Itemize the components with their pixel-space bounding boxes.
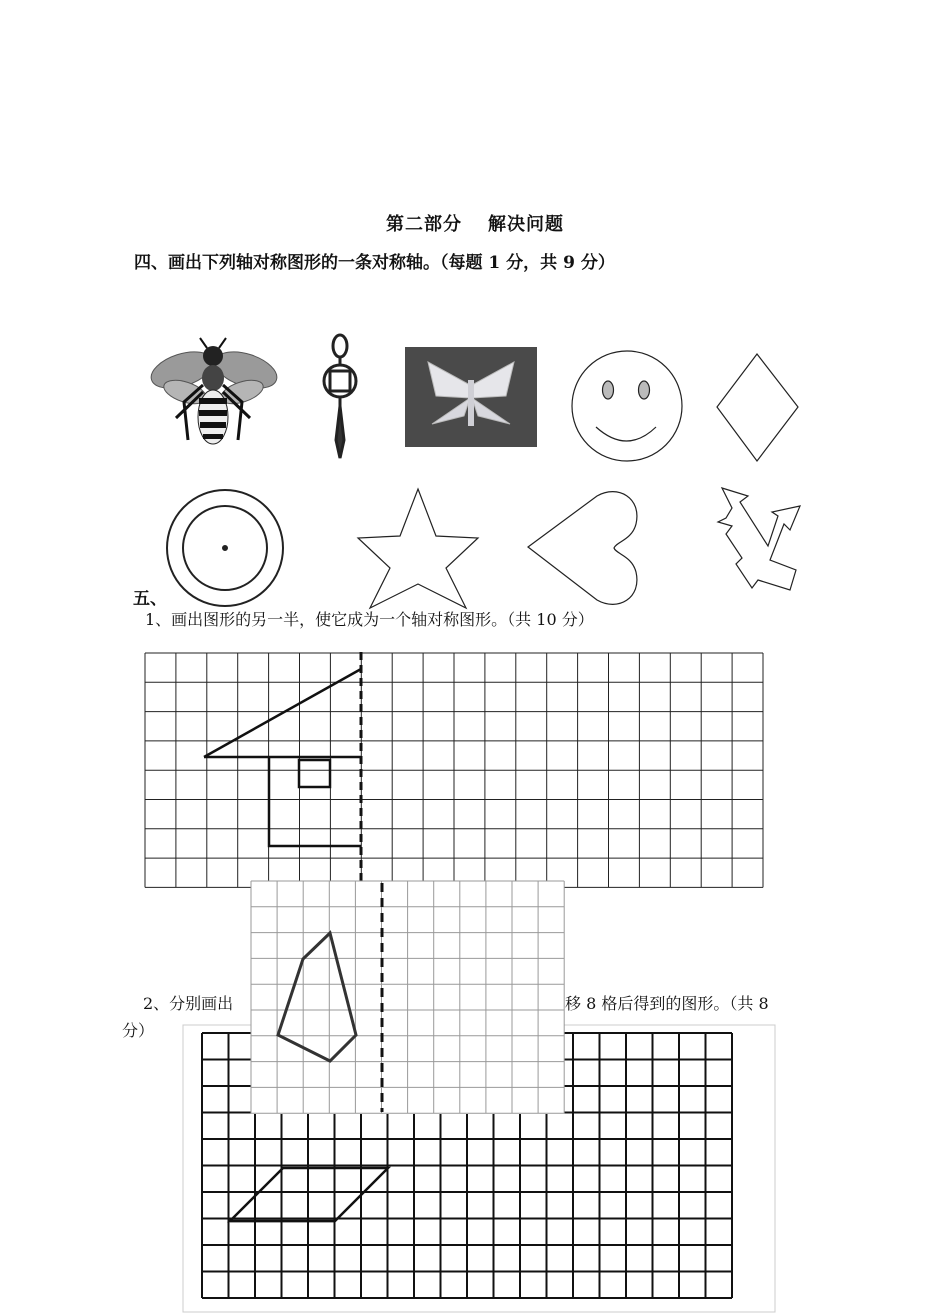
- star-figure: [358, 489, 478, 608]
- heart-figure: [528, 492, 637, 605]
- arrow-shape-figure: [718, 488, 800, 590]
- question-4-text: 四、画出下列轴对称图形的一条对称轴。（每题 1 分，共 9 分）: [134, 253, 615, 273]
- part-title-right: 解决问题: [488, 214, 564, 235]
- question-5-2-start: 2、分别画出: [143, 994, 234, 1013]
- part-title-left: 第二部分: [386, 214, 462, 235]
- grid-1: [145, 652, 763, 888]
- grid-2: [251, 881, 564, 1114]
- smiley-face-figure: [572, 351, 682, 461]
- bee-figure: [147, 338, 282, 444]
- question-5-2-end: 移 8 格后得到的图形。（共 8: [565, 994, 769, 1013]
- question-5-2-wrap: 分）: [122, 1021, 155, 1040]
- half-house-figure: [204, 669, 361, 846]
- question-5-1-text: 1、画出图形的另一半，使它成为一个轴对称图形。（共 10 分）: [145, 610, 594, 629]
- origami-butterfly-figure: [405, 347, 537, 447]
- question-5-heading: 五、: [133, 589, 167, 609]
- concentric-circles-figure: [167, 490, 283, 606]
- chinese-knot-figure: [324, 335, 356, 458]
- rhombus-figure: [717, 354, 798, 461]
